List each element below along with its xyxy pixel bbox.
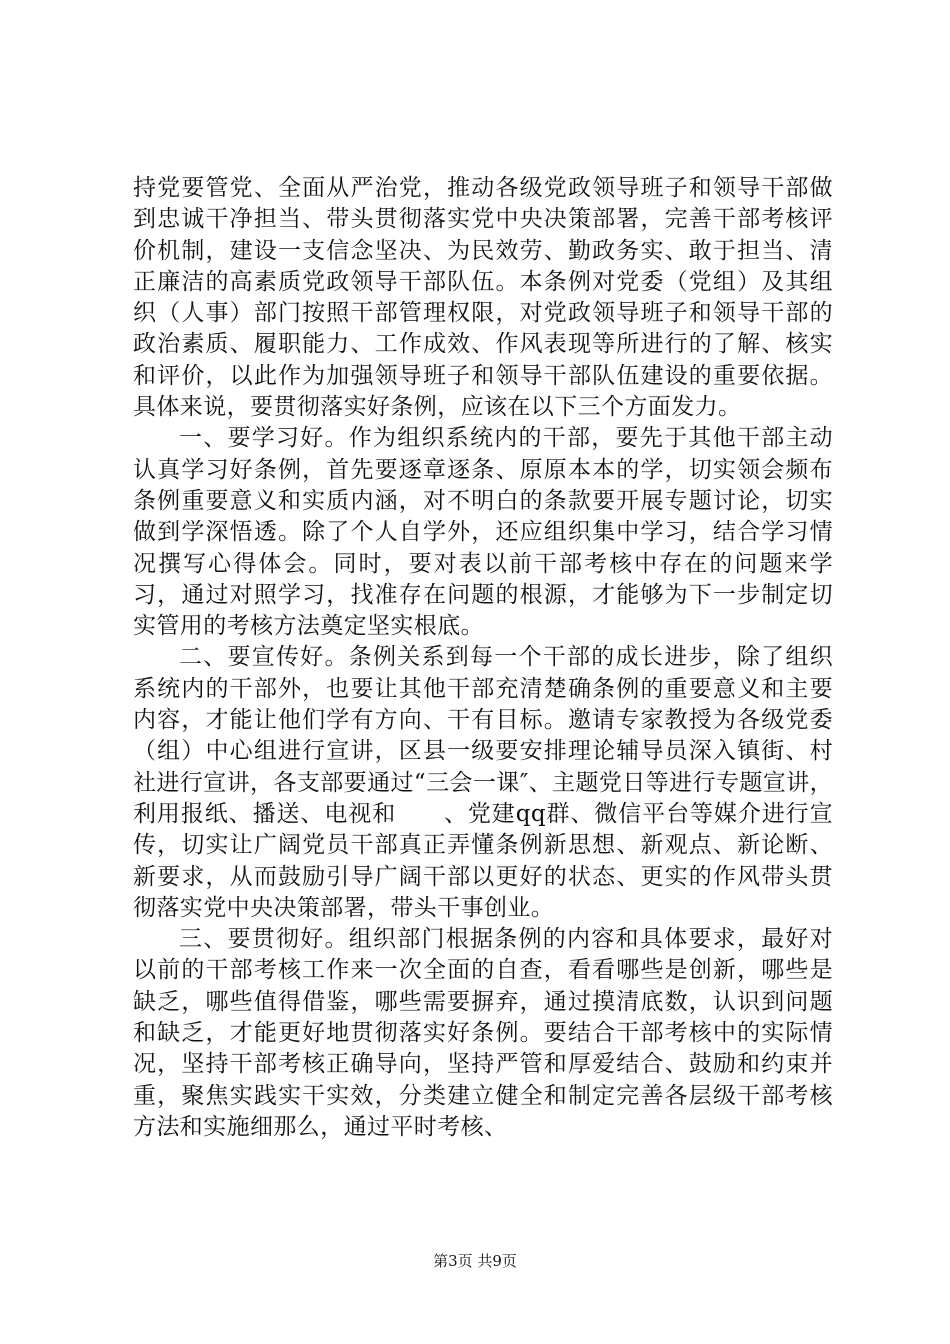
body-text (133, 173, 833, 1143)
paragraph-intro-continuation: 持党要管党、全面从严治党，推动各级党政领导班子和领导干部做到忠诚干净担当、带头贯彻落实党中央决策部署，完善干部考核评价机制，建设一支信念坚决、为民效劳、勤政务实、敢于担当、清正廉洁的高素质党政领导干部队伍。本条例对党委（党组）及其组织（人事）部门按照干部管理权限，对党政领导班子和领导干部的政治素质、履职能力、工作成效、作风表现等所进行的了解、核实和评价，以此作为加强领导班子和领导干部队伍建设的重要依据。具体来说，要贯彻落实好条例，应该在以下三个方面发力。 (133, 175, 833, 421)
page-number-footer: 第3页 共9页 (433, 1252, 517, 1270)
paragraph-publicize: 二、要宣传好。条例关系到每一个干部的成长进步，除了组织系统内的干部外，也要让其他干部充清楚确条例的重要意义和主要内容，才能让他们学有方向、干有目标。邀请专家教授为各级党委（组）中心组进行宣讲，区县一级要安排理论辅导员深入镇街、村社进行宣讲，各支部要通过“三会一课″、主题党日等进行专题宣讲，利用报纸、播送、电视和 、党建qq群、微信平台等媒介进行宣传，切实让广阔党员干部真正弄懂条例新思想、新观点、新论断、新要求，从而鼓励引导广阔干部以更好的状态、更实的作风带头贯彻落实党中央决策部署，带头干事创业。 (133, 644, 833, 921)
paragraph-study: 一、要学习好。作为组织系统内的干部，要先于其他干部主动认真学习好条例，首先要逐章逐条、原原本本的学，切实领会频布条例重要意义和实质内涵，对不明白的条款要开展专题讨论，切实做到学深悟透。除了个人自学外，还应组织集中学习，结合学习情况撰写心得体会。同时，要对表以前干部考核中存在的问题来学习，通过对照学习，找准存在问题的根源，才能够为下一步制定切实管用的考核方法奠定坚实根底。 (133, 425, 833, 640)
paragraph-implement: 三、要贯彻好。组织部门根据条例的内容和具体要求，最好对以前的干部考核工作来一次全面的自查，看看哪些是创新，哪些是缺乏，哪些值得借鉴，哪些需要摒弃，通过摸清底数，认识到问题和缺乏，才能更好地贯彻落实好条例。要结合干部考核中的实际情况，坚持干部考核正确导向，坚持严管和厚爱结合、鼓励和约束并重，聚焦实践实干实效，分类建立健全和制定完善各层级干部考核方法和实施细那么，通过平时考核、 (133, 926, 833, 1140)
